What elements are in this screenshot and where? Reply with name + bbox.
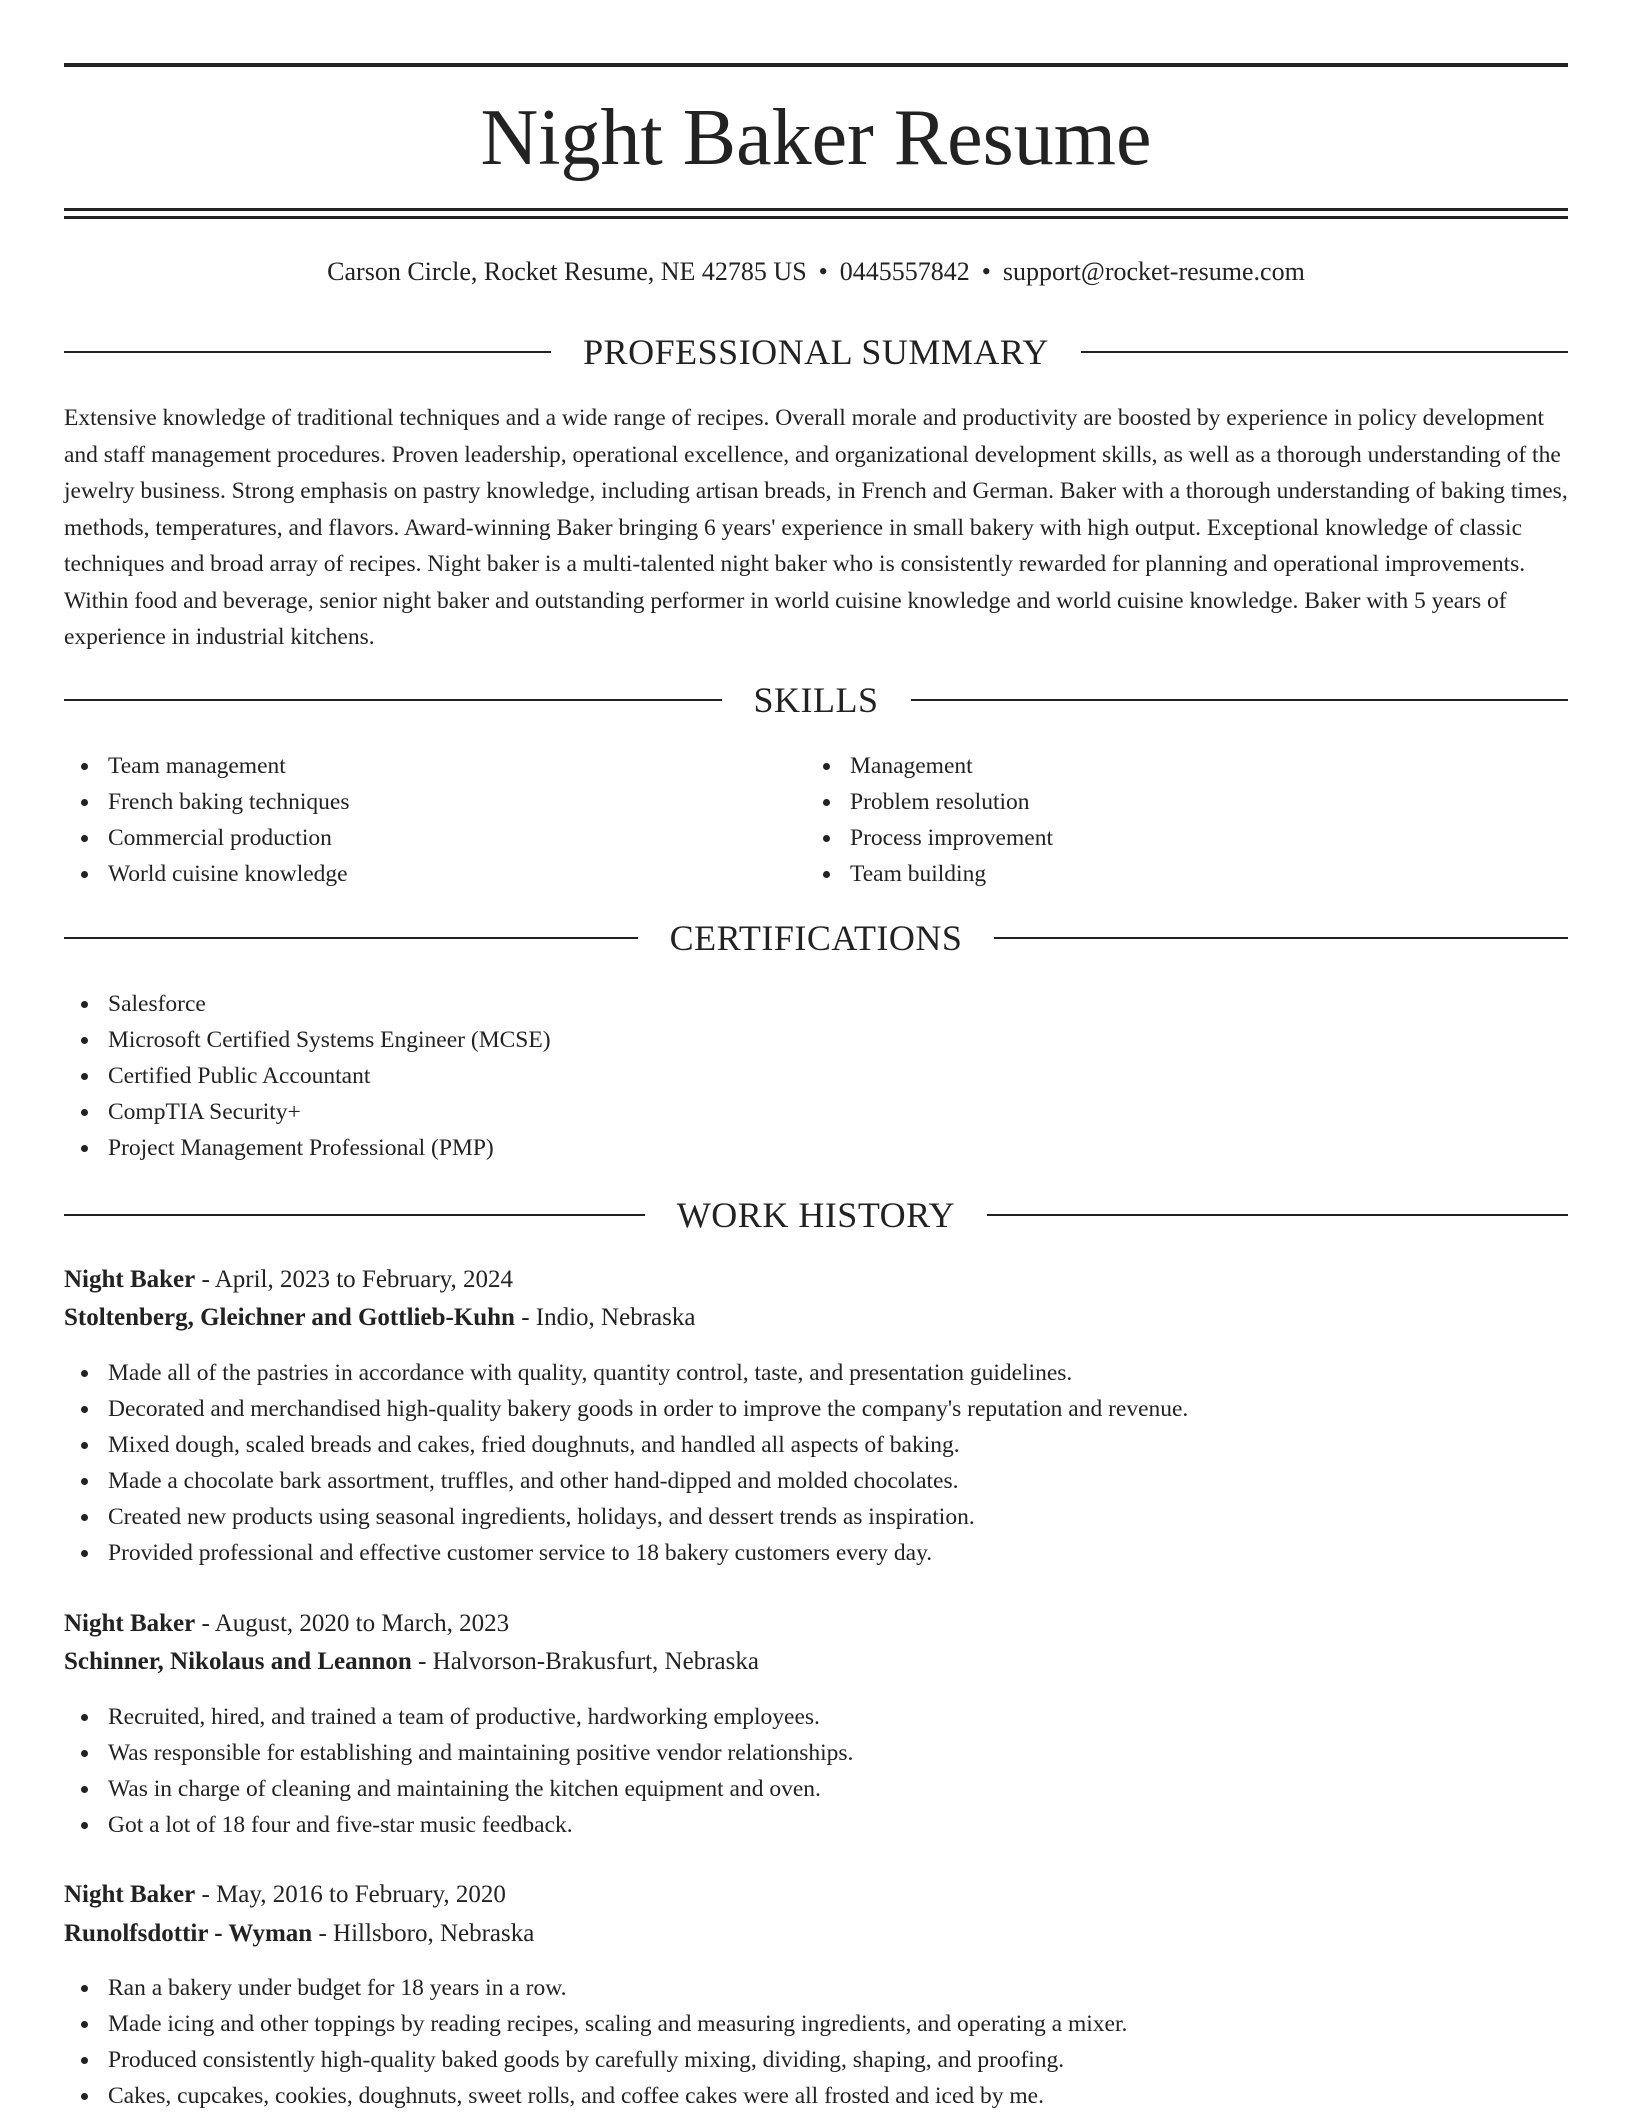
- job-duty-item: Decorated and merchandised high-quality bakery goods in order to improve the company's reputation and revenue.: [64, 1391, 1568, 1427]
- heading-rule-right: [1081, 351, 1568, 353]
- contact-separator: •: [981, 257, 991, 286]
- job-company: Schinner, Nikolaus and Leannon: [64, 1648, 412, 1675]
- job-title: Night Baker: [64, 1610, 196, 1637]
- job-title-line: [64, 1877, 1568, 1913]
- job-title: Night Baker: [64, 1881, 196, 1908]
- summary-heading: [64, 330, 1568, 374]
- certifications-heading: [64, 916, 1568, 960]
- heading-rule-left: [64, 351, 551, 353]
- certification-item: Microsoft Certified Systems Engineer (MCSE): [64, 1022, 1568, 1058]
- work-history-heading: [64, 1193, 1568, 1237]
- certification-item: Certified Public Accountant: [64, 1058, 1568, 1094]
- contact-address: Carson Circle, Rocket Resume, NE 42785 US: [327, 257, 807, 286]
- skill-item: Team management: [64, 748, 764, 784]
- heading-rule-left: [64, 1214, 645, 1216]
- skills-heading-label: SKILLS: [753, 680, 879, 720]
- summary-text: Extensive knowledge of traditional techniques and a wide range of recipes. Overall morale and productivity are boosted by experience in policy development and staff management procedures. Proven leadership, operational excellence, and organizational development skills, as well as a thorough understanding of the jewelry business. Strong emphasis on pastry knowledge, including artisan breads, in French and German. Baker with a thorough understanding of baking times, methods, temperatures, and flavors. Award-winning Baker bringing 6 years' experience in small bakery with high output. Exceptional knowledge of classic techniques and broad array of recipes. Night baker is a multi-talented night baker who is consistently rewarded for planning and operational improvements. Within food and beverage, senior night baker and outstanding performer in world cuisine knowledge and world cuisine knowledge. Baker with 5 years of experience in industrial kitchens.: [64, 405, 1568, 650]
- heading-rule-left: [64, 937, 638, 939]
- job-company: Runolfsdottir - Wyman: [64, 1920, 313, 1947]
- job-duty-item: Ran a bakery under budget for 18 years in a row.: [64, 1970, 1568, 2006]
- job-dates: - August, 2020 to March, 2023: [195, 1610, 510, 1637]
- skill-item: Team building: [806, 856, 1506, 892]
- job-company-line: [64, 1300, 1568, 1336]
- skill-item: French baking techniques: [64, 784, 764, 820]
- title-rule-lower: [64, 216, 1568, 219]
- certification-item: Salesforce: [64, 986, 1568, 1022]
- skills-list-right: [806, 748, 1506, 892]
- job-title: Night Baker: [64, 1266, 196, 1293]
- job-company-line: [64, 1916, 1568, 1952]
- contact-phone: 0445557842: [839, 257, 970, 286]
- job-dates: - May, 2016 to February, 2020: [195, 1881, 506, 1908]
- job-duty-item: Was in charge of cleaning and maintaining the kitchen equipment and oven.: [64, 1771, 1568, 1807]
- summary-heading-label: PROFESSIONAL SUMMARY: [583, 332, 1049, 372]
- page-title: Night Baker Resume: [480, 94, 1152, 182]
- job-duty-item: Recruited, hired, and trained a team of productive, hardworking employees.: [64, 1699, 1568, 1735]
- job-duty-item: Got a lot of 18 four and five-star music feedback.: [64, 1807, 1568, 1843]
- job-company: Stoltenberg, Gleichner and Gottlieb-Kuhn: [64, 1304, 515, 1331]
- contact-email: support@rocket-resume.com: [1002, 257, 1305, 286]
- job-duty-item: Cakes, cupcakes, cookies, doughnuts, sweet rolls, and coffee cakes were all frosted and iced by me.: [64, 2078, 1568, 2114]
- job-duty-item: Made all of the pastries in accordance with quality, quantity control, taste, and presentation guidelines.: [64, 1355, 1568, 1391]
- job-duties-list: [64, 1699, 1568, 1843]
- skill-item: Commercial production: [64, 820, 764, 856]
- heading-rule-right: [911, 699, 1569, 701]
- job-location: - Hillsboro, Nebraska: [312, 1920, 535, 1947]
- job-duty-item: Was responsible for establishing and maintaining positive vendor relationships.: [64, 1735, 1568, 1771]
- heading-rule-right: [987, 1214, 1568, 1216]
- job-location: - Halvorson-Brakusfurt, Nebraska: [411, 1648, 759, 1675]
- skills-heading: [64, 678, 1568, 722]
- skills-list-left: [64, 748, 764, 892]
- heading-rule-right: [994, 937, 1568, 939]
- job-location: - Indio, Nebraska: [514, 1304, 696, 1331]
- job-duties-list: [64, 1355, 1568, 1571]
- job-dates: - April, 2023 to February, 2024: [195, 1266, 514, 1293]
- job-duty-item: Produced consistently high-quality baked goods by carefully mixing, dividing, shaping, and proofing.: [64, 2042, 1568, 2078]
- certification-item: Project Management Professional (PMP): [64, 1130, 1568, 1166]
- skill-item: World cuisine knowledge: [64, 856, 764, 892]
- top-rule: [64, 63, 1568, 67]
- job-duties-list: [64, 1970, 1568, 2114]
- job-title-line: [64, 1606, 1568, 1642]
- job-title-line: [64, 1262, 1568, 1298]
- job-duty-item: Mixed dough, scaled breads and cakes, fried doughnuts, and handled all aspects of baking.: [64, 1427, 1568, 1463]
- certifications-heading-label: CERTIFICATIONS: [669, 918, 963, 958]
- skill-item: Process improvement: [806, 820, 1506, 856]
- job-duty-item: Provided professional and effective customer service to 18 bakery customers every day.: [64, 1535, 1568, 1571]
- title-rule-upper: [64, 208, 1568, 211]
- heading-rule-left: [64, 699, 722, 701]
- skill-item: Management: [806, 748, 1506, 784]
- certifications-list: [64, 986, 1568, 1166]
- skill-item: Problem resolution: [806, 784, 1506, 820]
- job-duty-item: Made a chocolate bark assortment, truffles, and other hand-dipped and molded chocolates.: [64, 1463, 1568, 1499]
- certification-item: CompTIA Security+: [64, 1094, 1568, 1130]
- job-duty-item: Made icing and other toppings by reading recipes, scaling and measuring ingredients, and operating a mixer.: [64, 2006, 1568, 2042]
- work-history-heading-label: WORK HISTORY: [676, 1195, 956, 1235]
- contact-line: [64, 254, 1568, 290]
- contact-separator: •: [818, 257, 828, 286]
- job-company-line: [64, 1644, 1568, 1680]
- job-duty-item: Created new products using seasonal ingredients, holidays, and dessert trends as inspiration.: [64, 1499, 1568, 1535]
